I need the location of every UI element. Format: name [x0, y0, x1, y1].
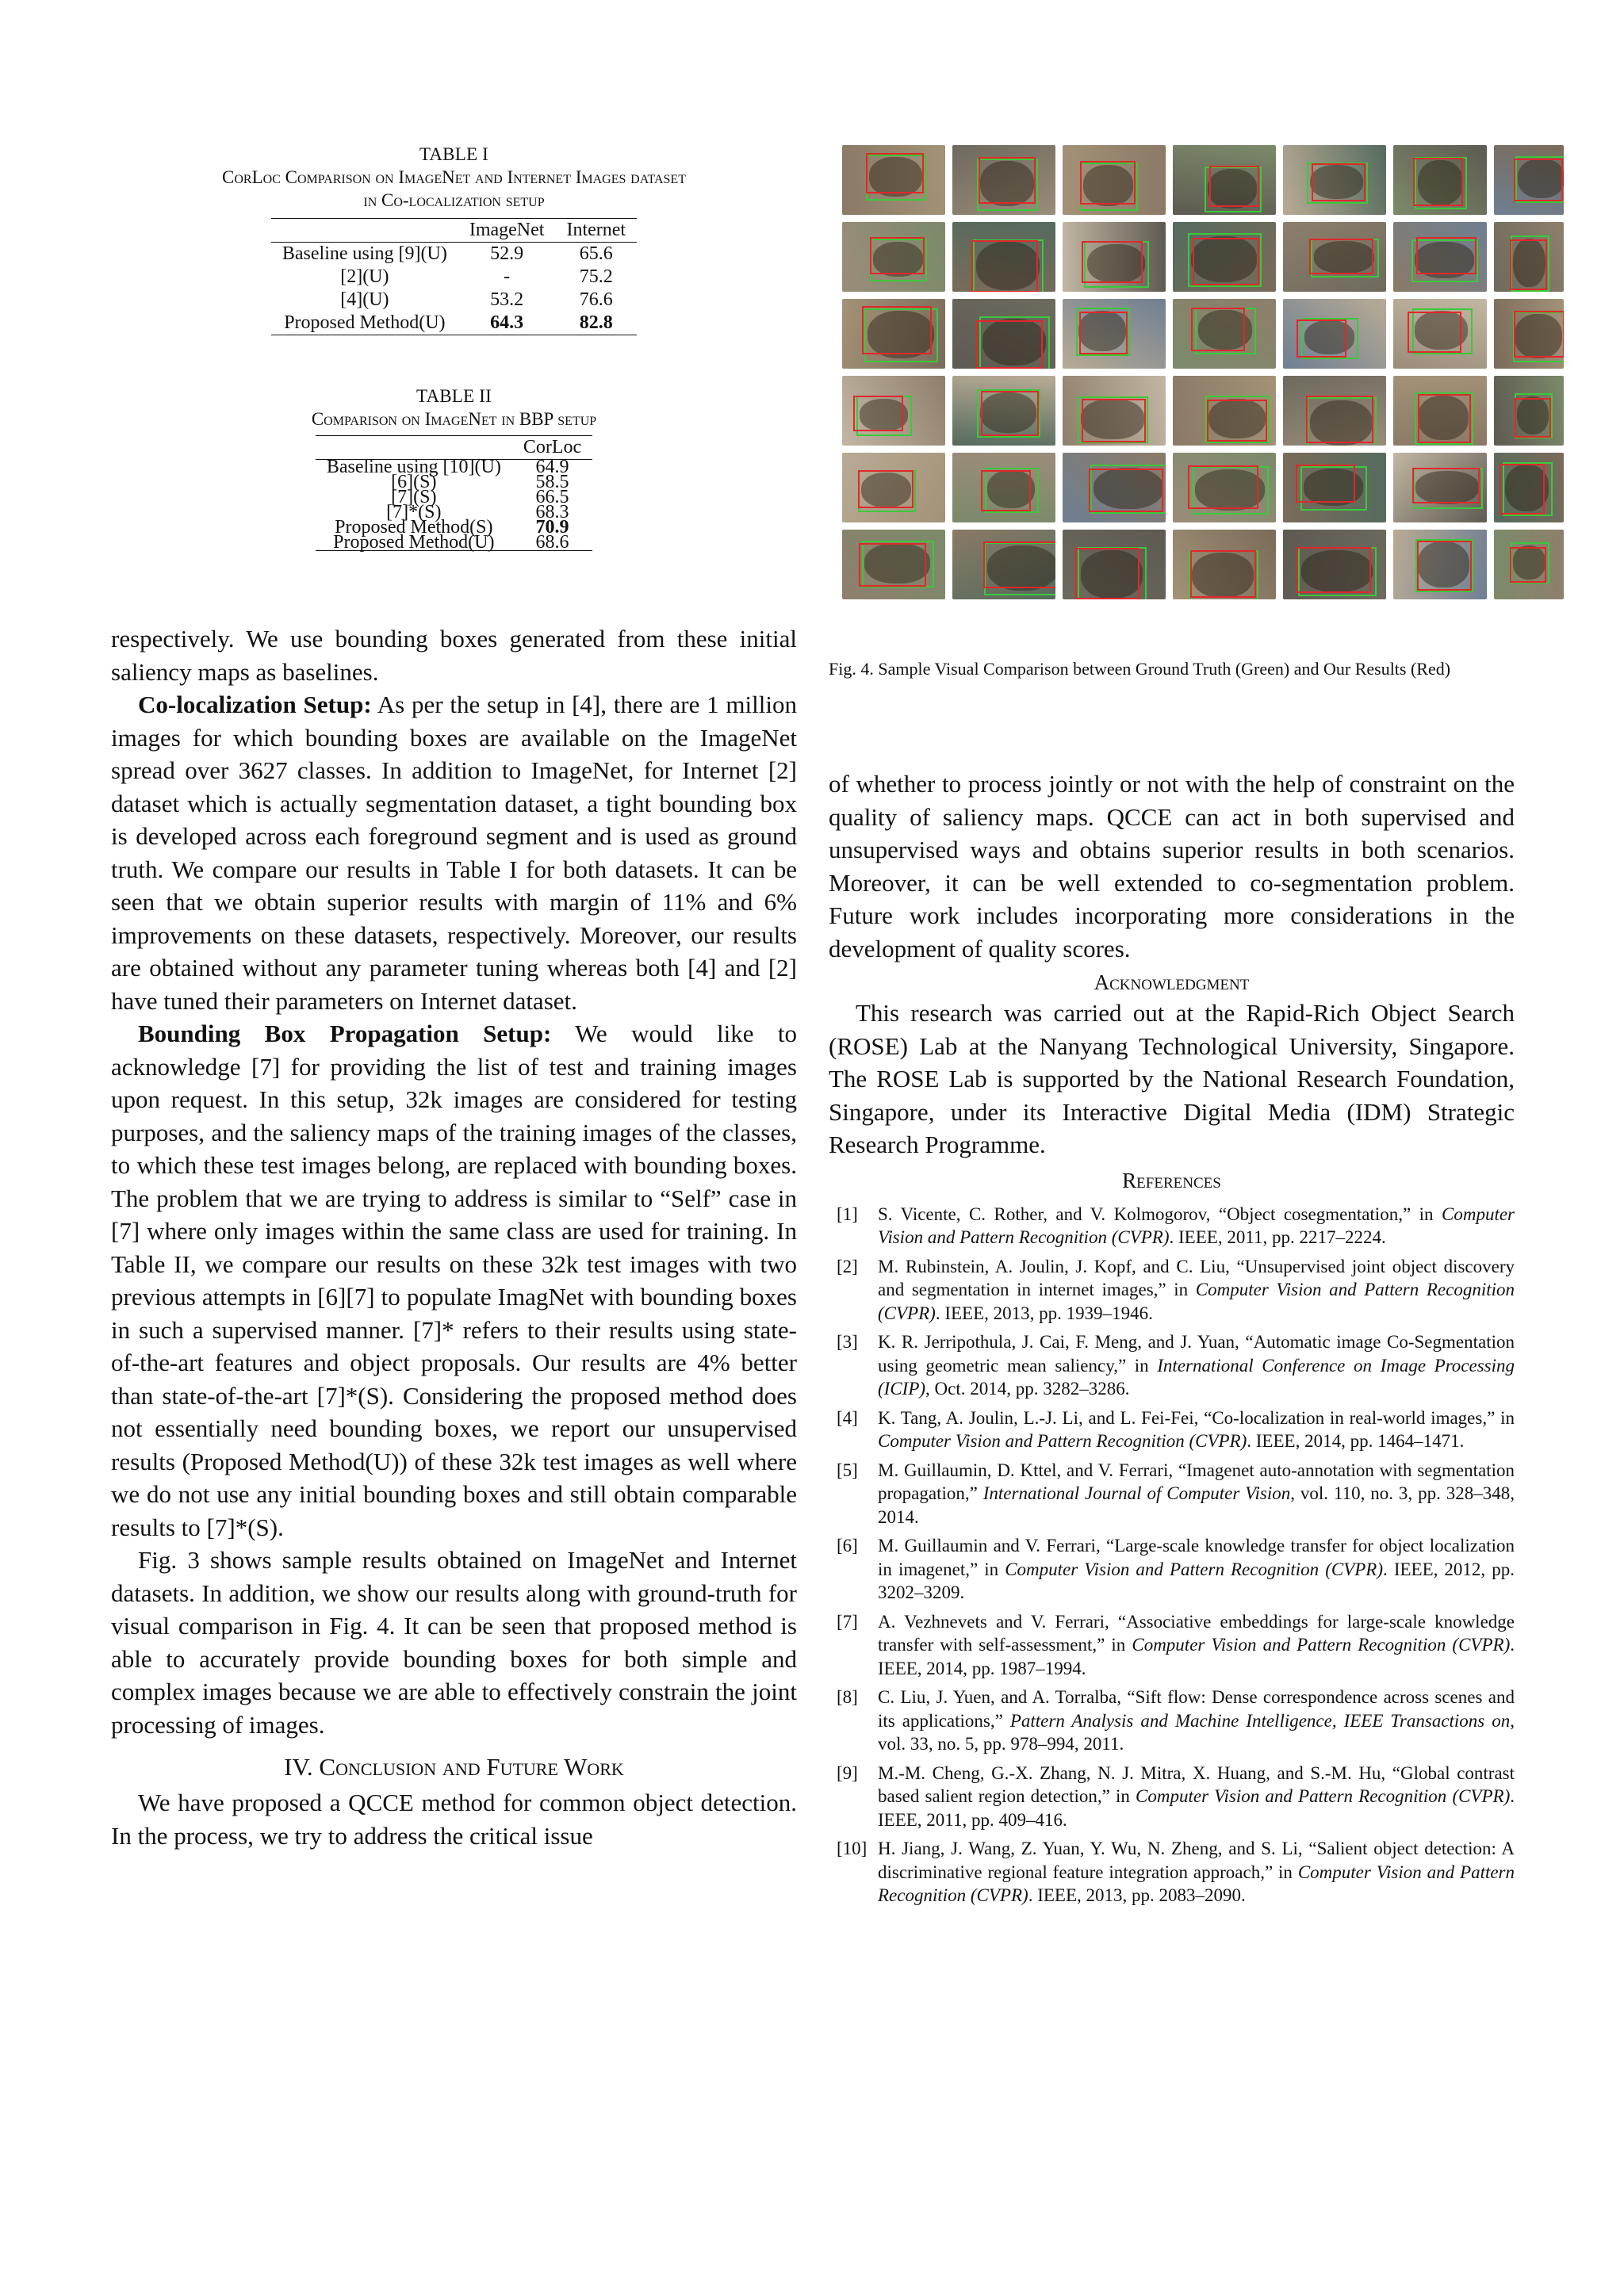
- figure-photo: [1173, 145, 1276, 215]
- paragraph-fig3: Fig. 3 shows sample results obtained on ImageNet and Internet datasets. In addition, we show our results along with ground-truth for visual comparison in Fig. 4. It can be seen that proposed method is able to accurately provide bounding boxes for both simple and complex images because we are able to effectively constrain the joint processing of images.: [111, 1546, 797, 1739]
- figure-photo: [842, 222, 945, 292]
- table2-method: Baseline using [10](U): [326, 457, 501, 477]
- predicted-box: [1510, 239, 1547, 290]
- predicted-box: [1306, 396, 1373, 443]
- reference-venue: International Conference on Image Processing (ICIP): [878, 1355, 1515, 1399]
- predicted-box: [1408, 312, 1461, 353]
- reference-venue: Computer Vision and Pattern Recognition (CVPR): [1136, 1786, 1511, 1806]
- reference-venue: Computer Vision and Pattern Recognition (CVPR): [878, 1280, 1515, 1323]
- figure-photo: [1063, 299, 1166, 369]
- table1: [271, 218, 637, 335]
- reference-item: [829, 1203, 1515, 1249]
- figure-photo: [1393, 222, 1487, 292]
- reference-number: [3]: [837, 1332, 858, 1352]
- figure-photo: [1283, 530, 1386, 599]
- figure-photo: [1283, 145, 1386, 215]
- figure-photo: [952, 299, 1055, 369]
- reference-item: [829, 1406, 1515, 1453]
- reference-text: A. Vezhnevets and V. Ferrari, “Associative embeddings for large-scale knowledge transfer with self-assessment,” in: [878, 1611, 1515, 1655]
- predicted-box: [1413, 158, 1462, 206]
- table2: [316, 435, 592, 551]
- figure-photo: [1283, 299, 1386, 369]
- table1-col-imagenet: ImageNet: [469, 220, 545, 240]
- predicted-box: [1207, 400, 1267, 442]
- predicted-box: [976, 320, 1042, 369]
- reference-venue: International Journal of Computer Vision: [982, 1483, 1291, 1503]
- table1-col-internet: Internet: [566, 220, 626, 240]
- figure-photo: [1173, 222, 1276, 292]
- table1-internet: 76.6: [579, 289, 613, 310]
- left-column: [111, 143, 797, 1852]
- reference-details: , Oct. 2014, pp. 3282–3286.: [925, 1379, 1130, 1399]
- predicted-box: [1079, 312, 1128, 354]
- predicted-box: [1080, 161, 1136, 205]
- bbp-heading: Bounding Box Propagation Setup:: [138, 1020, 552, 1047]
- table1-imagenet: -: [504, 266, 511, 287]
- figure-photo: [952, 222, 1055, 292]
- table2-corloc: 68.6: [535, 532, 569, 553]
- table2-method: Proposed Method(S): [335, 517, 493, 538]
- reference-number: [1]: [837, 1203, 858, 1224]
- reference-item: [829, 1610, 1515, 1681]
- reference-text: C. Liu, J. Yuen, and A. Torralba, “Sift flow: Dense correspondence across scenes and its applications,”: [878, 1687, 1515, 1731]
- table1-label: TABLE I: [419, 144, 489, 164]
- figure-photo: [1494, 145, 1564, 215]
- table1-method: [4](U): [340, 289, 389, 310]
- predicted-box: [981, 470, 1030, 512]
- predicted-box: [1510, 547, 1546, 583]
- predicted-box: [1089, 469, 1162, 513]
- predicted-box: [1418, 394, 1472, 443]
- predicted-box: [1417, 541, 1471, 591]
- references-heading: References: [1122, 1168, 1221, 1192]
- predicted-box: [981, 391, 1038, 436]
- table2-corloc: 68.3: [535, 502, 569, 522]
- reference-number: [7]: [837, 1611, 858, 1632]
- table2-corloc: 70.9: [535, 517, 569, 538]
- figure-photo: [952, 376, 1055, 446]
- reference-details: . IEEE, 2012, pp. 3202–3209.: [878, 1559, 1515, 1602]
- reference-text: M. Guillaumin and V. Ferrari, “Large-scale knowledge transfer for object localization in imagenet,” in: [878, 1536, 1515, 1579]
- table2-method: Proposed Method(U): [333, 532, 495, 553]
- figure-photo: [952, 145, 1055, 215]
- figure-photo: [842, 530, 945, 599]
- predicted-box: [1309, 239, 1373, 274]
- predicted-box: [870, 237, 925, 274]
- predicted-box: [1515, 398, 1551, 437]
- table2-col-corloc: CorLoc: [523, 437, 582, 457]
- reference-text: S. Vicente, C. Rother, and V. Kolmogorov, “Object cosegmentation,” in: [878, 1203, 1442, 1224]
- figure-photo: [1173, 376, 1276, 446]
- paragraph-conclusion-cont: of whether to process jointly or not with the help of constraint on the quality of saliency maps. QCCE can act in both supervised and unsupervised ways and obtains superior results in both scenarios. Moreover, it can be well extended to co-segmentation problem. Future work includes incorporating more considerations in the development of quality scores.: [829, 770, 1515, 962]
- table1-imagenet: 64.3: [490, 312, 524, 333]
- table-row: [316, 535, 592, 551]
- figure-photo: [1494, 376, 1564, 446]
- figure-photo: [842, 145, 945, 215]
- reference-venue: Computer Vision and Pattern Recognition (CVPR): [878, 1203, 1515, 1247]
- figure-photo: [1173, 453, 1276, 522]
- reference-venue: Computer Vision and Pattern Recognition (CVPR): [1132, 1635, 1511, 1655]
- reference-number: [4]: [837, 1407, 858, 1428]
- figure-photo: [1393, 299, 1487, 369]
- reference-number: [10]: [837, 1839, 868, 1858]
- predicted-box: [862, 306, 932, 354]
- reference-details: . IEEE, 2013, pp. 2083–2090.: [1028, 1885, 1246, 1905]
- bbp-body: We would like to acknowledge [7] for providing the list of test and training images upon request. In this setup, 32k images are considered for testing purposes, and the saliency maps of the training images of the classes, to which these test images belong, are replaced with bounding boxes. The problem that we are trying to address is similar to “Self” case in [7] where only images within the same class are used for training. In Table II, we compare our results on these 32k test images with two previous attempts in [6][7] to populate ImagNet with bounding boxes in such a supervised manner. [7]* refers to their results using state-of-the-art features and object proposals. Our results are 4% better than state-of-the-art [7]*(S). Considering the proposed method does not essentially need bounding boxes, we report our unsupervised results (Proposed Method(U)) of these 32k test images as well where we do not use any initial bounding boxes and still obtain comparable results to [7]*(S).: [111, 1020, 797, 1541]
- paragraph-conclusion: We have proposed a QCCE method for common object detection. In the process, we try to address the critical issue: [111, 1789, 797, 1850]
- paragraph-baselines: respectively. We use bounding boxes generated from these initial saliency maps as baselines.: [111, 625, 797, 686]
- figure-photo: [952, 530, 1055, 599]
- table-row: [271, 312, 637, 335]
- reference-details: . IEEE, 2014, pp. 1987–1994.: [878, 1635, 1515, 1678]
- figure-photo: [1063, 453, 1166, 522]
- predicted-box: [971, 240, 1038, 292]
- figure-photo: [1283, 453, 1386, 522]
- table2-corloc: 64.9: [535, 457, 569, 477]
- table1-method: [2](U): [340, 266, 389, 287]
- predicted-box: [1416, 237, 1477, 274]
- figure-image-grid: [842, 145, 1503, 609]
- table-row: [271, 289, 637, 312]
- reference-venue: Pattern Analysis and Machine Intelligence, IEEE Transactions on: [1009, 1710, 1511, 1731]
- section-heading-conclusion: [111, 1751, 797, 1783]
- predicted-box: [1209, 166, 1259, 207]
- reference-number: [2]: [837, 1256, 858, 1276]
- predicted-box: [1412, 468, 1480, 503]
- colocalization-heading: Co-localization Setup:: [138, 691, 372, 718]
- figure-photo: [1173, 299, 1276, 369]
- predicted-box: [1514, 311, 1564, 358]
- figure-photo: [1283, 376, 1386, 446]
- reference-text: K. R. Jerripothula, J. Cai, F. Meng, and J. Yuan, “Automatic image Co-Segmentation using geometric mean saliency,” in: [878, 1332, 1515, 1376]
- reference-item: [829, 1459, 1515, 1529]
- figure-photo: [1393, 376, 1487, 446]
- figure-photo: [1494, 222, 1564, 292]
- right-column: [829, 767, 1515, 1913]
- table1-internet: 65.6: [579, 243, 613, 264]
- reference-text: K. Tang, A. Joulin, L.-J. Li, and L. Fei-Fei, “Co-localization in real-world images,” in: [878, 1407, 1515, 1428]
- figure-photo: [842, 376, 945, 446]
- reference-venue: Computer Vision and Pattern Recognition (CVPR): [1005, 1559, 1384, 1579]
- reference-number: [6]: [837, 1536, 858, 1556]
- predicted-box: [1296, 465, 1356, 503]
- figure-photo: [842, 299, 945, 369]
- table2-method: [6](S): [391, 472, 437, 492]
- reference-text: M. Rubinstein, A. Joulin, J. Kopf, and C. Liu, “Unsupervised joint object discovery and segmentation in internet images,” in: [878, 1256, 1515, 1299]
- reference-details: , vol. 110, no. 3, pp. 328–348, 2014.: [878, 1483, 1515, 1527]
- reference-text: M. Guillaumin, D. Kttel, and V. Ferrari, “Imagenet auto-annotation with segmentation propagation,”: [878, 1460, 1515, 1503]
- predicted-box: [866, 153, 924, 193]
- reference-item: [829, 1686, 1515, 1756]
- table2-label: TABLE II: [416, 386, 492, 406]
- table1-method: Baseline using [9](U): [282, 243, 447, 264]
- predicted-box: [979, 157, 1036, 204]
- predicted-box: [1514, 159, 1563, 202]
- section-number: IV.: [284, 1753, 313, 1781]
- predicted-box: [1297, 320, 1346, 358]
- table2-caption: Comparison on ImageNet in BBP setup: [311, 409, 597, 429]
- figure-photo: [1393, 145, 1487, 215]
- paragraph-acknowledgment: This research was carried out at the Rapid-Rich Object Search (ROSE) Lab at the Nanyang Technological University, Singapore. The ROSE Lab is supported by the National Research Foundation, Singapore, under its Interactive Digital Media (IDM) Strategic Research Programme.: [829, 999, 1515, 1158]
- predicted-box: [853, 396, 904, 431]
- table1-internet: 75.2: [579, 266, 613, 287]
- figure-photo: [842, 453, 945, 522]
- reference-details: . IEEE, 2014, pp. 1464–1471.: [1247, 1431, 1465, 1451]
- table1-method: Proposed Method(U): [284, 312, 446, 333]
- table-row: [271, 243, 637, 266]
- predicted-box: [1193, 238, 1259, 285]
- figure-photo: [1063, 530, 1166, 599]
- table2-corloc: 58.5: [535, 472, 569, 492]
- reference-text: H. Jiang, J. Wang, Z. Yuan, Y. Wu, N. Zheng, and S. Li, “Salient object detection: A discriminative regional feature integration approach,” in: [878, 1839, 1515, 1882]
- table2-col-method: [316, 436, 512, 460]
- paragraph-colocalization: [111, 688, 797, 1017]
- reference-number: [5]: [837, 1460, 858, 1480]
- reference-number: [8]: [837, 1687, 858, 1707]
- reference-list: [829, 1203, 1515, 1908]
- predicted-box: [1191, 308, 1246, 351]
- table1-caption-line1: CorLoc Comparison on ImageNet and Internet Images dataset: [222, 167, 686, 187]
- predicted-box: [1312, 163, 1365, 202]
- reference-venue: Computer Vision and Pattern Recognition (CVPR): [878, 1431, 1247, 1451]
- table2-corloc: 66.5: [535, 487, 569, 507]
- reference-item: [829, 1534, 1515, 1605]
- reference-item: [829, 1837, 1515, 1908]
- figure-photo: [1494, 530, 1564, 599]
- table2-method: [7](S): [391, 487, 437, 507]
- reference-text: M.-M. Cheng, G.-X. Zhang, N. J. Mitra, X. Huang, and S.-M. Hu, “Global contrast based salient region detection,” in: [878, 1762, 1515, 1806]
- reference-item: [829, 1255, 1515, 1326]
- table1-caption-line2: in Co-localization setup: [363, 190, 545, 210]
- reference-details: . IEEE, 2013, pp. 1939–1946.: [935, 1303, 1153, 1323]
- predicted-box: [983, 541, 1055, 588]
- figure-photo: [1494, 453, 1564, 522]
- predicted-box: [1188, 465, 1258, 509]
- predicted-box: [858, 470, 914, 508]
- colocalization-body: As per the setup in [4], there are 1 million images for which bounding boxes are available on the ImageNet spread over 3627 classes. In addition to ImageNet, for Internet [2] dataset which is actually segmentation dataset, a tight bounding box is developed across each foreground segment and is used as ground truth. We compare our results in Table I for both datasets. It can be seen that we obtain superior results with margin of 11% and 6% improvements on these datasets, respectively. Moreover, our results are obtained without any parameter tuning whereas both [4] and [2] have tuned their parameters on Internet dataset.: [111, 691, 797, 1015]
- table1-internet: 82.8: [579, 312, 613, 333]
- reference-number: [9]: [837, 1762, 858, 1783]
- paragraph-bbp: [111, 1017, 797, 1544]
- figure-caption: Fig. 4. Sample Visual Comparison between Ground Truth (Green) and Our Results (Red): [829, 659, 1451, 679]
- predicted-box: [859, 543, 926, 587]
- figure-photo: [1283, 222, 1386, 292]
- predicted-box: [1190, 550, 1256, 599]
- table2-method: [7]*(S): [386, 502, 442, 522]
- reference-details: . IEEE, 2011, pp. 2217–2224.: [1169, 1227, 1386, 1247]
- reference-venue: Computer Vision and Pattern Recognition (CVPR): [878, 1862, 1515, 1905]
- figure-photo: [1173, 530, 1276, 599]
- figure-photo: [1063, 376, 1166, 446]
- figure-photo: [1393, 530, 1487, 599]
- predicted-box: [1082, 241, 1143, 283]
- acknowledgment-heading: Acknowledgment: [1094, 970, 1250, 994]
- figure-photo: [1063, 222, 1166, 292]
- reference-details: . IEEE, 2011, pp. 409–416.: [878, 1786, 1515, 1830]
- figure-photo: [1494, 299, 1564, 369]
- section-title: Conclusion and Future Work: [319, 1753, 624, 1781]
- predicted-box: [1082, 399, 1146, 442]
- reference-item: [829, 1330, 1515, 1401]
- figure-photo: [952, 453, 1055, 522]
- figure-photo: [1393, 453, 1487, 522]
- reference-details: , vol. 33, no. 5, pp. 978–994, 2011.: [878, 1710, 1515, 1754]
- table1-col-method: [271, 219, 458, 243]
- predicted-box: [1297, 547, 1371, 592]
- figure-photo: [1063, 145, 1166, 215]
- reference-item: [829, 1762, 1515, 1832]
- table-row: [271, 266, 637, 289]
- table1-imagenet: 53.2: [490, 289, 524, 310]
- table1-imagenet: 52.9: [490, 243, 524, 264]
- predicted-box: [1075, 548, 1139, 599]
- predicted-box: [1500, 464, 1545, 515]
